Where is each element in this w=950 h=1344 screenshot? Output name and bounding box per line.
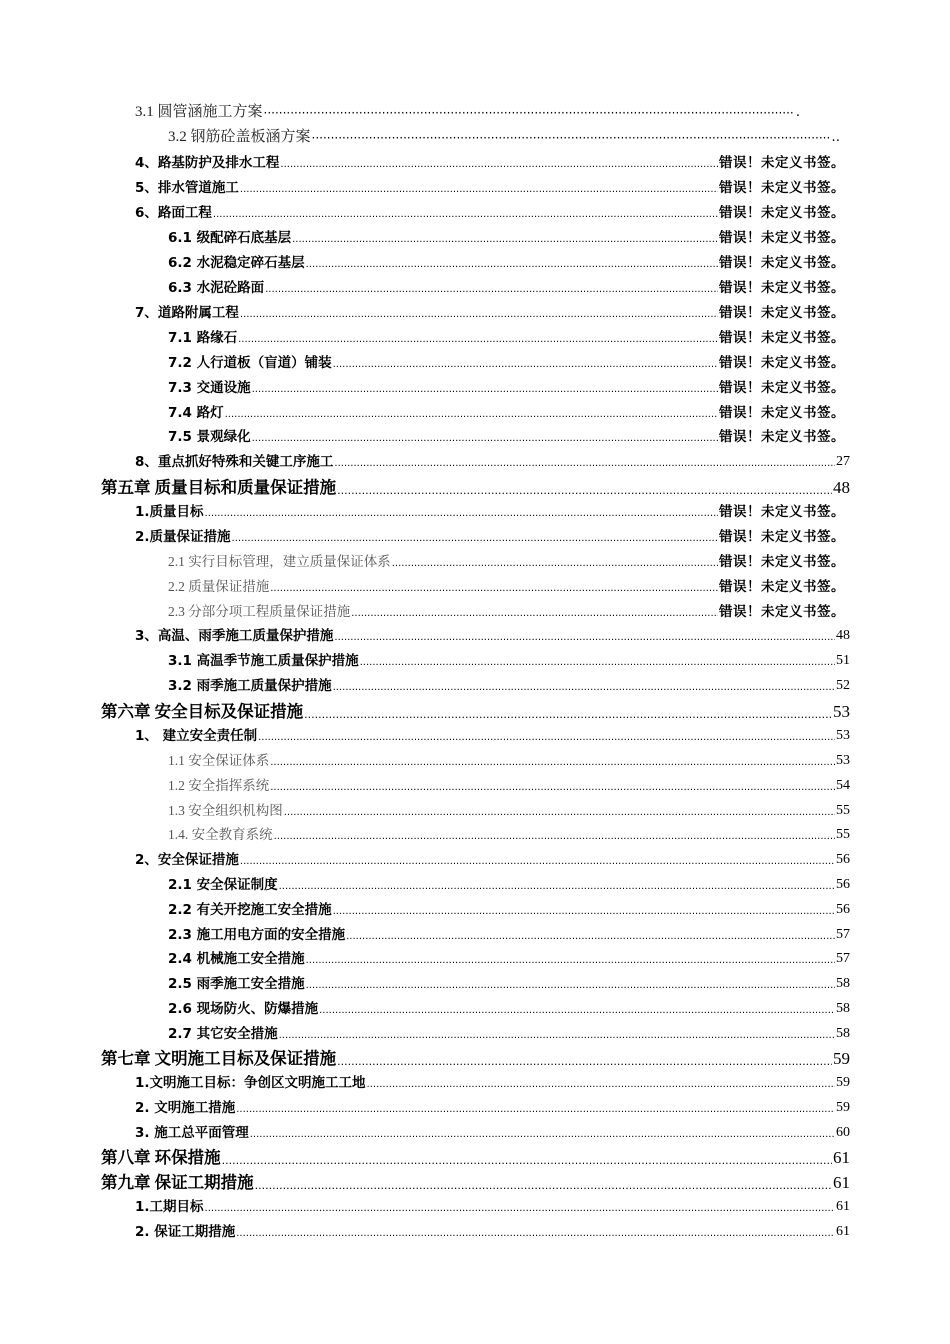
toc-entry-title: 7.4 路灯 (168, 405, 224, 421)
toc-entry[interactable] (168, 876, 850, 894)
toc-leader (205, 507, 718, 521)
toc-entry-page: . (795, 104, 800, 120)
toc-entry[interactable] (168, 354, 845, 372)
toc-leader (238, 333, 718, 347)
toc-entry[interactable] (135, 1074, 850, 1092)
toc-entry-page: 59 (836, 1100, 850, 1115)
toc-entry-page: 53 (836, 753, 850, 768)
toc-entry-page: 错误！未定义书签。 (719, 604, 845, 620)
toc-entry-title: 2、安全保证措施 (135, 852, 239, 868)
toc-leader (333, 358, 718, 372)
toc-entry-title: 2.2 有关开挖施工安全措施 (168, 902, 332, 918)
toc-entry[interactable] (168, 128, 840, 146)
toc-leader (265, 283, 718, 297)
toc-entry-page: 错误！未定义书签。 (719, 230, 845, 246)
toc-leader (225, 408, 718, 422)
toc-leader (236, 1103, 835, 1117)
toc-entry[interactable] (135, 1099, 850, 1117)
toc-leader (240, 855, 835, 869)
toc-entry-title: 7.3 交通设施 (168, 380, 251, 396)
toc-leader (240, 183, 718, 197)
toc-entry-page: 58 (836, 1001, 850, 1016)
toc-chapter[interactable] (101, 477, 850, 499)
toc-leader (306, 258, 718, 272)
toc-entry[interactable] (135, 727, 850, 745)
toc-leader (270, 781, 835, 795)
toc-entry[interactable] (168, 279, 845, 297)
toc-entry-page: 错误！未定义书签。 (719, 579, 845, 595)
toc-leader (270, 756, 835, 770)
toc-entry[interactable] (168, 777, 850, 795)
toc-leader (213, 208, 718, 222)
toc-leader (337, 1053, 832, 1070)
toc-entry-title: 第七章 文明施工目标及保证措施 (101, 1049, 337, 1068)
toc-entry-page: 错误！未定义书签。 (719, 380, 845, 396)
toc-entry[interactable] (168, 950, 850, 968)
toc-entry-page: 55 (836, 827, 850, 842)
toc-entry-title: 1.质量目标 (135, 504, 204, 520)
toc-entry[interactable] (168, 229, 845, 247)
toc-leader (222, 1152, 832, 1169)
toc-entry[interactable] (168, 926, 850, 944)
toc-entry-page: 错误！未定义书签。 (719, 280, 845, 296)
toc-entry[interactable] (168, 404, 845, 422)
toc-entry-title: 7.1 路缘石 (168, 330, 238, 346)
toc-entry-title: 1.2 安全指挥系统 (168, 778, 270, 793)
toc-entry-page: 51 (836, 653, 850, 668)
toc-entry[interactable] (168, 826, 850, 844)
toc-entry-title: 1.4. 安全教育系统 (168, 827, 273, 842)
toc-chapter[interactable] (101, 1048, 850, 1070)
toc-entry[interactable] (168, 428, 845, 446)
toc-entry-title: 1.3 安全组织机构图 (168, 803, 283, 818)
toc-leader (258, 731, 835, 745)
toc-leader (333, 681, 835, 695)
toc-leader (279, 1029, 835, 1043)
toc-entry-title: 2.2 质量保证措施 (168, 579, 270, 594)
toc-entry-title: 3、高温、雨季施工质量保护措施 (135, 628, 334, 644)
toc-entry-page: 61 (836, 1224, 850, 1239)
toc-entry-title: 2. 文明施工措施 (135, 1100, 236, 1116)
toc-leader (205, 1202, 835, 1216)
toc-leader (279, 880, 835, 894)
toc-entry[interactable] (135, 627, 850, 645)
toc-entry[interactable] (168, 752, 850, 770)
toc-entry-page: 59 (836, 1075, 850, 1090)
toc-chapter[interactable] (101, 701, 850, 723)
toc-entry-title: 1.1 安全保证体系 (168, 753, 270, 768)
toc-entry[interactable] (168, 329, 845, 347)
toc-entry-title: 5、排水管道施工 (135, 180, 239, 196)
toc-entry-page: 54 (836, 778, 850, 793)
toc-entry[interactable] (168, 578, 845, 596)
toc-entry-page: 57 (836, 927, 850, 942)
toc-leader (255, 1177, 832, 1194)
toc-leader (274, 830, 835, 844)
toc-entry-page: 61 (833, 1148, 850, 1167)
toc-entry-page: 58 (836, 976, 850, 991)
toc-entry[interactable] (168, 379, 845, 397)
toc-chapter[interactable] (101, 1147, 850, 1169)
toc-entry-page: 57 (836, 951, 850, 966)
toc-entry-page: 60 (836, 1125, 850, 1140)
toc-entry-page: 错误！未定义书签。 (719, 554, 845, 570)
toc-leader (304, 706, 832, 723)
toc-leader (250, 1128, 835, 1142)
toc-entry[interactable] (135, 1124, 850, 1142)
toc-leader (334, 457, 835, 471)
toc-entry[interactable] (135, 204, 845, 222)
toc-entry-title: 7.5 景观绿化 (168, 429, 251, 445)
toc-entry[interactable] (135, 154, 845, 172)
toc-entry-page: 56 (836, 852, 850, 867)
toc-entry[interactable] (168, 975, 850, 993)
toc-entry-title: 2.4 机械施工安全措施 (168, 951, 305, 967)
toc-entry-title: 8、重点抓好特殊和关键工序施工 (135, 454, 334, 470)
toc-entry-title: 4、路基防护及排水工程 (135, 155, 280, 171)
toc-entry[interactable] (135, 1198, 850, 1216)
toc-leader (284, 806, 835, 820)
toc-entry-page: 56 (836, 902, 850, 917)
toc-leader (392, 557, 718, 571)
toc-entry-page: 错误！未定义书签。 (719, 355, 845, 371)
toc-entry-title: 6.3 水泥砼路面 (168, 280, 265, 296)
toc-entry-title: 2.3 施工用电方面的安全措施 (168, 927, 346, 943)
toc-entry[interactable] (168, 652, 850, 670)
toc-entry-title: 第八章 环保措施 (101, 1148, 221, 1167)
toc-leader (360, 656, 835, 670)
toc-entry-page: 错误！未定义书签。 (719, 155, 845, 171)
toc-leader (240, 308, 718, 322)
toc-leader (306, 954, 835, 968)
toc-leader (306, 979, 835, 993)
toc-entry-title: 1、 建立安全责任制 (135, 728, 258, 744)
toc-entry-title: 2.7 其它安全措施 (168, 1026, 278, 1042)
toc-entry-page: 53 (836, 728, 850, 743)
toc-entry-title: 2. 保证工期措施 (135, 1224, 236, 1240)
toc-entry-title: 3. 施工总平面管理 (135, 1125, 249, 1141)
toc-entry-page: 52 (836, 678, 850, 693)
toc-leader (280, 158, 718, 172)
toc-leader (346, 930, 835, 944)
toc-entry[interactable] (135, 304, 845, 322)
toc-entry-page: 错误！未定义书签。 (719, 529, 845, 545)
toc-entry-page: .. (831, 129, 840, 145)
toc-entry-title: 7、道路附属工程 (135, 305, 239, 321)
toc-entry-title: 7.2 人行道板（盲道）铺装 (168, 355, 332, 371)
toc-entry[interactable] (168, 603, 845, 621)
toc-entry[interactable] (135, 1223, 850, 1241)
toc-entry[interactable] (168, 901, 850, 919)
toc-entry-title: 2.6 现场防火、防爆措施 (168, 1001, 319, 1017)
toc-entry[interactable] (168, 1000, 850, 1018)
toc-entry-title: 第六章 安全目标及保证措施 (101, 702, 304, 721)
toc-entry-page: 27 (836, 454, 850, 469)
toc-entry-title: 3.1 圆管涵施工方案 (135, 104, 263, 120)
toc-entry-page: 56 (836, 877, 850, 892)
toc-entry-page: 55 (836, 803, 850, 818)
toc-entry-title: 2.3 分部分项工程质量保证措施 (168, 604, 351, 619)
toc-entry[interactable] (168, 802, 850, 820)
toc-leader (367, 1078, 835, 1092)
toc-entry-title: 2.质量保证措施 (135, 529, 231, 545)
toc-entry-title: 3.1 高温季节施工质量保护措施 (168, 653, 359, 669)
toc-leader (236, 1227, 835, 1241)
toc-leader (312, 130, 831, 146)
toc-entry-title: 3.2 雨季施工质量保护措施 (168, 678, 332, 694)
toc-entry-title: 第九章 保证工期措施 (101, 1173, 254, 1192)
toc-entry[interactable] (135, 528, 845, 546)
toc-leader (337, 482, 832, 499)
toc-entry-title: 3.2 钢筋砼盖板涵方案 (168, 129, 311, 145)
toc-entry-page: 错误！未定义书签。 (719, 305, 845, 321)
toc-entry-title: 1.工期目标 (135, 1199, 204, 1215)
toc-entry[interactable] (135, 503, 845, 521)
toc-leader (232, 532, 718, 546)
toc-leader (319, 1004, 835, 1018)
toc-entry[interactable] (135, 103, 800, 121)
toc-entry-page: 53 (833, 702, 850, 721)
toc-entry-page: 错误！未定义书签。 (719, 255, 845, 271)
toc-leader (334, 631, 835, 645)
toc-entry-title: 6.1 级配碎石底基层 (168, 230, 292, 246)
toc-entry[interactable] (168, 553, 845, 571)
toc-leader (252, 432, 718, 446)
toc-entry-page: 61 (836, 1199, 850, 1214)
toc-leader (252, 383, 718, 397)
toc-entry-page: 48 (833, 478, 850, 497)
toc-leader (270, 582, 718, 596)
toc-entry-page: 58 (836, 1026, 850, 1041)
toc-entry-title: 1.文明施工目标：争创区文明施工工地 (135, 1075, 366, 1091)
toc-entry-title: 2.5 雨季施工安全措施 (168, 976, 305, 992)
toc-entry[interactable] (168, 254, 845, 272)
toc-leader (351, 607, 718, 621)
toc-entry[interactable] (168, 1025, 850, 1043)
toc-entry-page: 59 (833, 1049, 850, 1068)
toc-entry[interactable] (135, 453, 850, 471)
toc-entry-page: 48 (836, 628, 850, 643)
toc-entry-title: 第五章 质量目标和质量保证措施 (101, 478, 337, 497)
toc-entry-title: 2.1 实行目标管理，建立质量保证体系 (168, 554, 391, 569)
toc-entry-page: 错误！未定义书签。 (719, 504, 845, 520)
toc-entry-title: 6、路面工程 (135, 205, 212, 221)
toc-entry-page: 错误！未定义书签。 (719, 330, 845, 346)
toc-leader (333, 905, 835, 919)
toc-entry-page: 错误！未定义书签。 (719, 429, 845, 445)
toc-entry[interactable] (135, 179, 845, 197)
toc-entry[interactable] (135, 851, 850, 869)
toc-entry-title: 2.1 安全保证制度 (168, 877, 278, 893)
toc-chapter[interactable] (101, 1172, 850, 1194)
toc-entry-title: 6.2 水泥稳定碎石基层 (168, 255, 305, 271)
toc-entry[interactable] (168, 677, 850, 695)
toc-leader (264, 105, 795, 121)
toc-leader (292, 233, 718, 247)
toc-entry-page: 错误！未定义书签。 (719, 180, 845, 196)
toc-entry-page: 61 (833, 1173, 850, 1192)
toc-entry-page: 错误！未定义书签。 (719, 205, 845, 221)
toc-entry-page: 错误！未定义书签。 (719, 405, 845, 421)
